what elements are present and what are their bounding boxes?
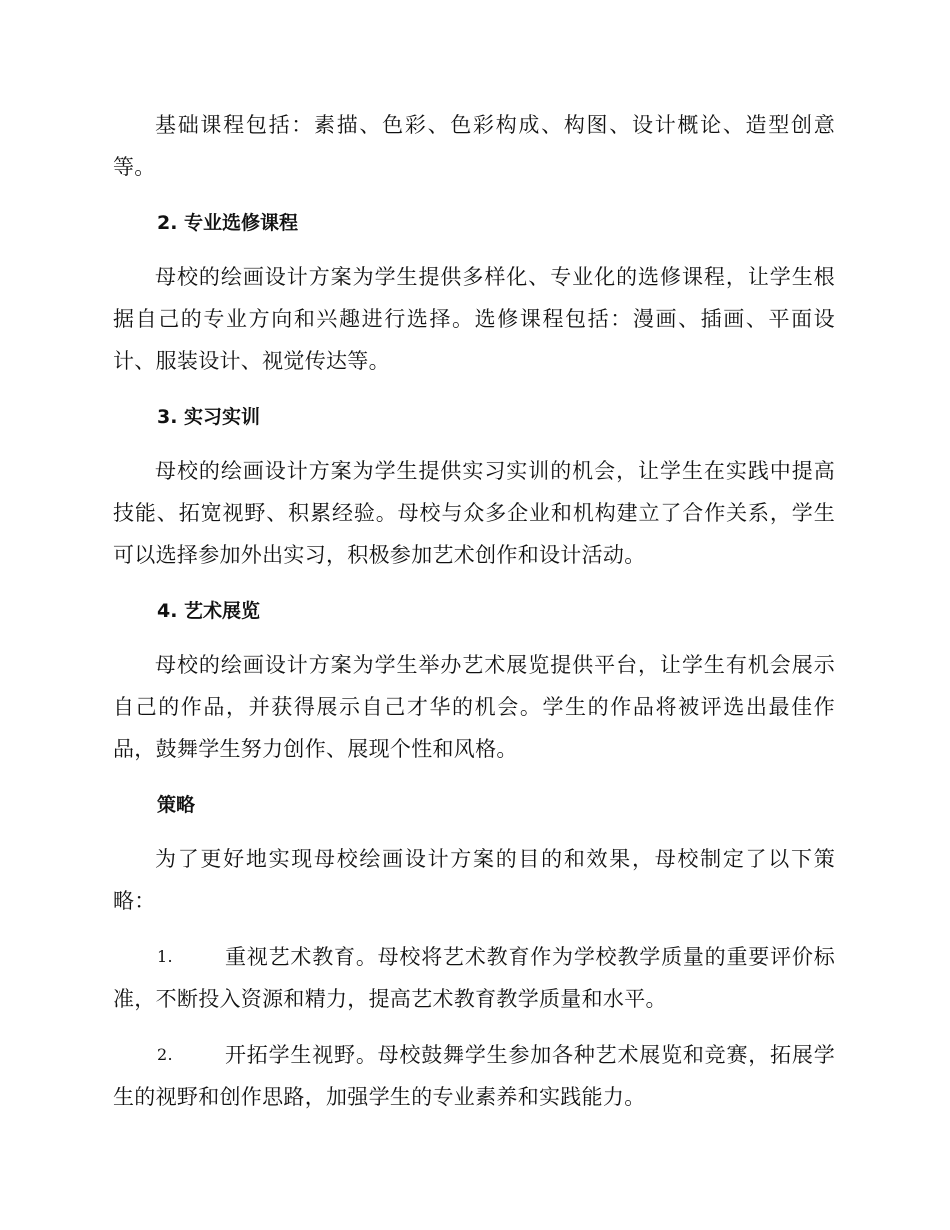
section-heading-exhibition: 4. 艺术展览: [157, 600, 261, 622]
elective-paragraph: 母校的绘画设计方案为学生提供多样化、专业化的选修课程，让学生根据自己的专业方向和兴趣进行选择。选修课程包括：漫画、插画、平面设计、服装设计、视觉传达等。: [113, 265, 835, 373]
list-item-text: 开拓学生视野。母校鼓舞学生参加各种艺术展览和竞赛，拓展学生的视野和创作思路，加强学生的专业素养和实践能力。: [113, 1043, 835, 1109]
spacer: [113, 188, 835, 202]
list-number: 1.: [157, 947, 173, 966]
list-item-text: 重视艺术教育。母校将艺术教育作为学校教学质量的重要评价标准，不断投入资源和精力，提高艺术教育教学质量和水平。: [113, 945, 835, 1011]
list-number: 2.: [157, 1045, 173, 1064]
section-heading-internship: 3. 实习实训: [157, 406, 261, 428]
exhibition-paragraph: 母校的绘画设计方案为学生举办艺术展览提供平台，让学生有机会展示自己的作品，并获得展示自己才华的机会。学生的作品将被评选出最佳作品，鼓舞学生努力创作、展现个性和风格。: [113, 653, 835, 761]
intro-paragraph: 基础课程包括：素描、色彩、色彩构成、构图、设计概论、造型创意等。: [113, 113, 835, 179]
spacer: [113, 632, 835, 644]
section-heading-elective: 2. 专业选修课程: [157, 212, 299, 234]
section-heading-strategy: 策略: [157, 794, 196, 816]
spacer: [113, 576, 835, 590]
internship-paragraph: 母校的绘画设计方案为学生提供实习实训的机会，让学生在实践中提高技能、拓宽视野、积累经验。母校与众多企业和机构建立了合作关系，学生可以选择参加外出实习，积极参加艺术创作和设计活动。: [113, 459, 835, 567]
spacer: [113, 382, 835, 396]
strategy-intro-paragraph: 为了更好地实现母校绘画设计方案的目的和效果，母校制定了以下策略：: [113, 847, 835, 913]
spacer: [113, 438, 835, 450]
strategy-list-item: [113, 1034, 835, 1118]
spacer: [113, 770, 835, 784]
spacer: [113, 922, 835, 936]
spacer: [113, 244, 835, 256]
spacer: [113, 1020, 835, 1034]
strategy-list-item: [113, 936, 835, 1020]
spacer: [113, 826, 835, 838]
document-page: [113, 104, 835, 1118]
